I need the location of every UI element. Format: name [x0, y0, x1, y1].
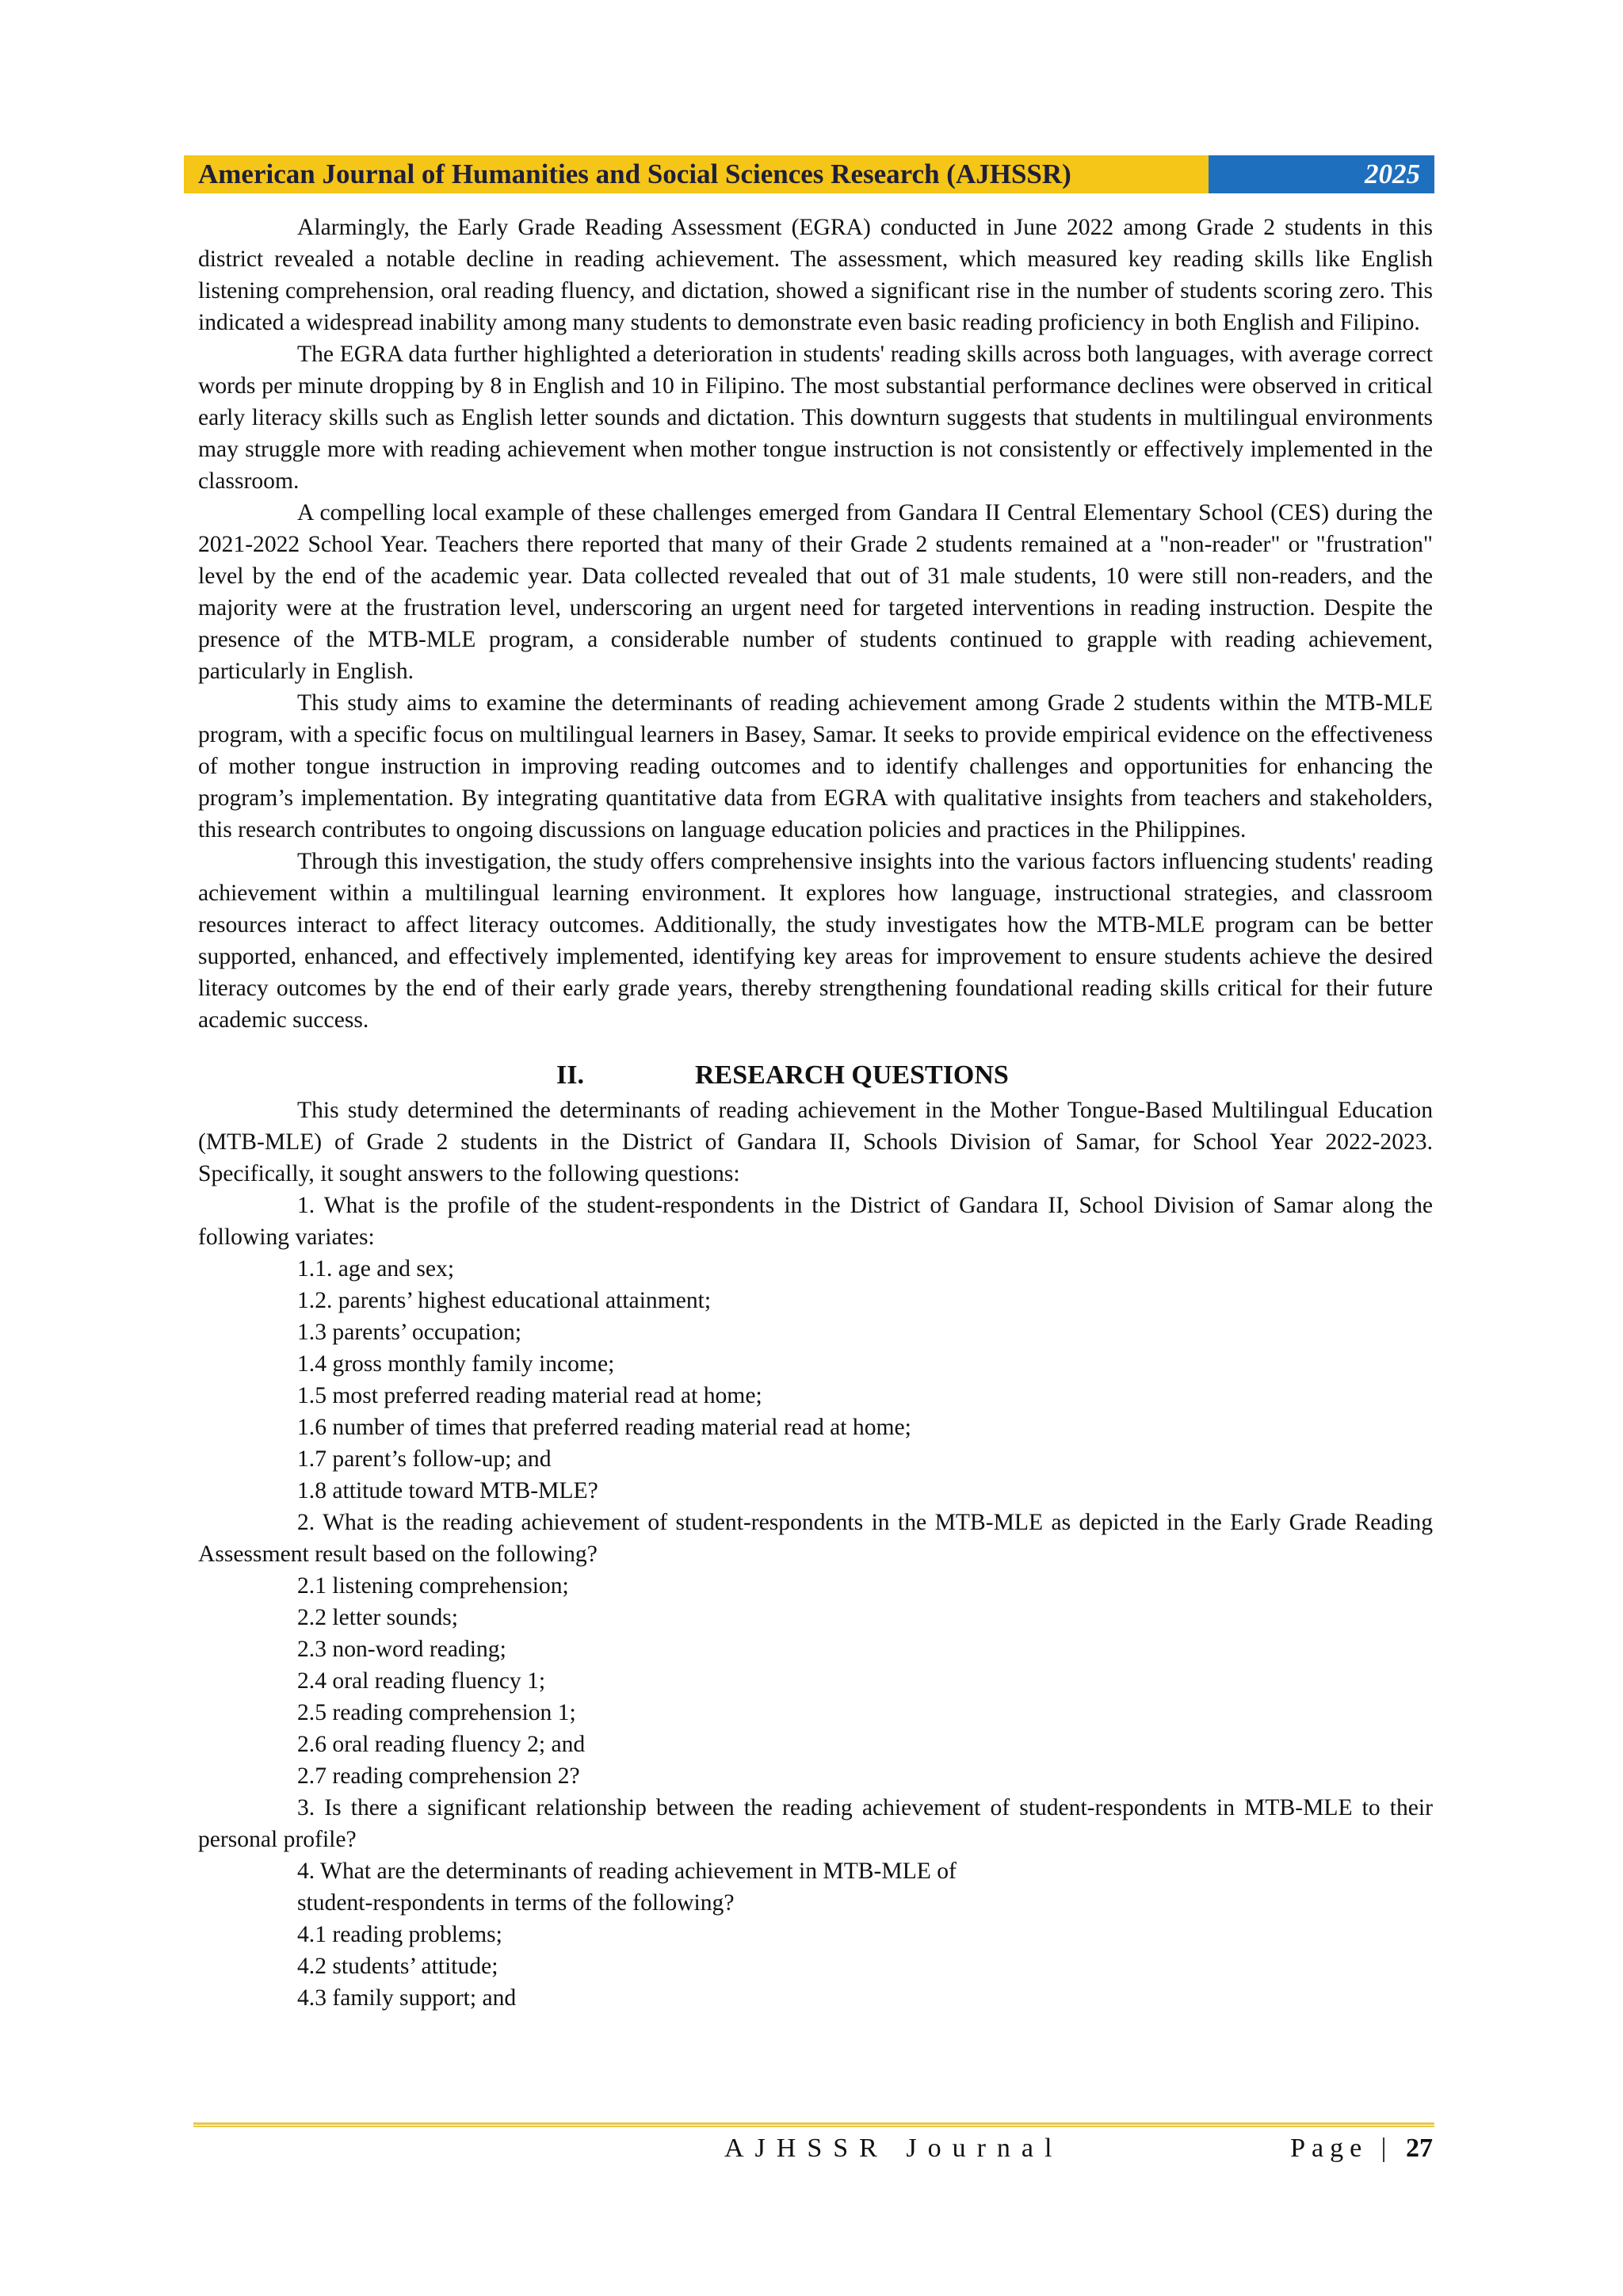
section-title: RESEARCH QUESTIONS [695, 1060, 1009, 1090]
list-item: 2.7 reading comprehension 2? [297, 1763, 580, 1789]
page-footer [198, 2132, 1433, 2165]
list-item: 1.7 parent’s follow-up; and [297, 1446, 552, 1472]
list-item: 2.1 listening comprehension; [297, 1573, 569, 1599]
list-item: 1.6 number of times that preferred reading material read at home; [297, 1415, 911, 1440]
paragraph: This study aims to examine the determinants of reading achievement among Grade 2 students within the MTB-MLE program, with a specific focus on multilingual learners in Basey, Samar. It seeks to provide empirical evidence on the effectiveness of mother tongue instruction in improving reading outcomes and to identify challenges and opportunities for enhancing the program’s implementation. By integrating quantitative data from EGRA with qualitative insights from teachers and stakeholders, this research contributes to ongoing discussions on language education policies and practices in the Philippines. [198, 690, 1433, 842]
journal-year: 2025 [1209, 155, 1434, 193]
page-number: 27 [1406, 2134, 1433, 2163]
list-item: 2.2 letter sounds; [297, 1605, 459, 1630]
paragraph: Through this investigation, the study offers comprehensive insights into the various factors influencing students' reading achievement within a multilingual learning environment. It explores how language, instructional strategies, and classroom resources interact to affect literacy outcomes. Additionally, the study investigates how the MTB-MLE program can be better supported, enhanced, and effectively implemented, identifying key areas for improvement to ensure students achieve the desired literacy outcomes by the end of their early grade years, thereby strengthening foundational reading skills critical for their future academic success. [198, 849, 1433, 1033]
question-4-continued: student-respondents in terms of the following? [297, 1890, 735, 1916]
list-item: 1.8 attitude toward MTB-MLE? [297, 1478, 598, 1503]
list-item: 4.1 reading problems; [297, 1922, 502, 1947]
section-number: II. [556, 1060, 584, 1090]
paragraph: The EGRA data further highlighted a deterioration in students' reading skills across both languages, with average correct words per minute dropping by 8 in English and 10 in Filipino. The most substantial performance declines were observed in critical early literacy skills such as English letter sounds and dictation. This downturn suggests that students in multilingual environments may struggle more with reading achievement when mother tongue instruction is not consistently or effectively implemented in the classroom. [198, 342, 1433, 494]
list-item: 1.3 parents’ occupation; [297, 1320, 521, 1345]
list-item: 4.3 family support; and [297, 1985, 517, 2011]
list-item: 2.5 reading comprehension 1; [297, 1700, 576, 1725]
journal-title: American Journal of Humanities and Social Sciences Research (AJHSSR) [184, 155, 1209, 193]
section-heading [198, 1060, 1433, 1091]
list-item: 1.5 most preferred reading material read at home; [297, 1383, 762, 1408]
list-item: 2.4 oral reading fluency 1; [297, 1668, 546, 1694]
list-item: 4.2 students’ attitude; [297, 1954, 498, 1979]
footer-divider [193, 2122, 1434, 2127]
paragraph: Alarmingly, the Early Grade Reading Assessment (EGRA) conducted in June 2022 among Grade 2 students in this district revealed a notable decline in reading achievement. The assessment, which measured key reading skills like English listening comprehension, oral reading fluency, and dictation, showed a significant rise in the number of students scoring zero. This indicated a widespread inability among many students to demonstrate even basic reading proficiency in both English and Filipino. [198, 215, 1433, 335]
journal-header [184, 155, 1434, 193]
list-item: 2.6 oral reading fluency 2; and [297, 1732, 586, 1757]
page-body [198, 212, 1433, 2014]
question-2: 2. What is the reading achievement of student-respondents in the MTB-MLE as depicted in the Early Grade Reading Assessment result based on the following? [198, 1510, 1433, 1567]
list-item: 1.4 gross monthly family income; [297, 1351, 615, 1377]
section-intro: This study determined the determinants of reading achievement in the Mother Tongue-Based Multilingual Education (MTB-MLE) of Grade 2 students in the District of Gandara II, Schools Division of Samar, for School Year 2022-2023. Specifically, it sought answers to the following questions: [198, 1098, 1433, 1186]
page-number-label [1290, 2132, 1433, 2165]
list-item: 1.1. age and sex; [297, 1256, 455, 1282]
paragraph: A compelling local example of these challenges emerged from Gandara II Central Elementary School (CES) during the 2021-2022 School Year. Teachers there reported that many of their Grade 2 students remained at a "non-reader" or "frustration" level by the end of the academic year. Data collected revealed that out of 31 male students, 10 were still non-readers, and the majority were at the frustration level, underscoring an urgent need for targeted interventions in reading instruction. Despite the presence of the MTB-MLE program, a considerable number of students continued to grapple with reading achievement, particularly in English. [198, 500, 1433, 684]
footer-journal: AJHSSR Journal [724, 2134, 1064, 2163]
question-1: 1. What is the profile of the student-respondents in the District of Gandara II, School Division of Samar along the following variates: [198, 1193, 1433, 1250]
question-3: 3. Is there a significant relationship between the reading achievement of student-respondents in MTB-MLE to their personal profile? [198, 1795, 1433, 1852]
page-label: Page | [1290, 2134, 1393, 2163]
question-4: 4. What are the determinants of reading achievement in MTB-MLE of [297, 1859, 957, 1884]
list-item: 2.3 non-word reading; [297, 1637, 506, 1662]
list-item: 1.2. parents’ highest educational attainment; [297, 1288, 712, 1313]
